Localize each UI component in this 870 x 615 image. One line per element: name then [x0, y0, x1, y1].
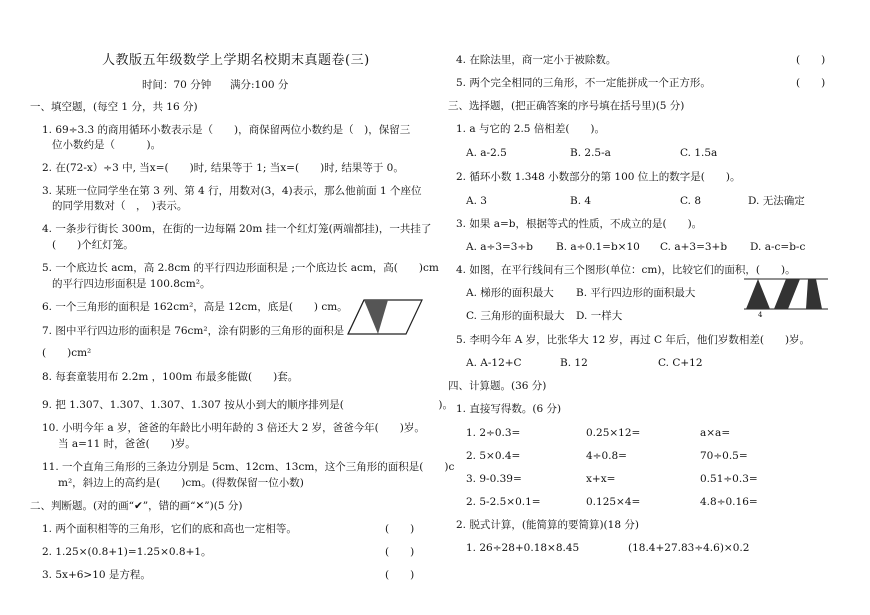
s1-q8: 8. 每套童装用布 2.2m ，100m 布最多能做( )套。 [42, 371, 299, 383]
parallelogram-shape [774, 279, 800, 309]
s2-q5: 5. 两个完全相同的三角形，不一定能拼成一个正方形。 [456, 77, 711, 89]
s4-sub1: 1. 直接写得数。(6 分) [456, 403, 562, 415]
section3-heading: 三、选择题，(把正确答案的序号填在括号里)(5 分) [448, 100, 685, 112]
s3-q4-opt-a: A. 梯形的面积最大 [466, 287, 554, 299]
s1-q11-line1: 11. 一个直角三角形的三条边分别是 5cm、12cm、13cm，这个三角形的面积是( )c [42, 461, 455, 473]
s3-q3-opt-d: D. a-c=b-c [750, 241, 806, 253]
s3-q4: 4. 如图，在平行线间有三个图形(单位：cm)，比较它们的面积，( )。 [456, 264, 796, 276]
exam-title: 人教版五年级数学上学期名校期末真题卷(三) [102, 53, 370, 68]
s3-q3: 3. 如果 a=b，根据等式的性质，不成立的是( )。 [456, 218, 703, 230]
s3-q5-opt-b: B. 12 [560, 357, 588, 369]
parallelogram-figure [360, 298, 426, 338]
s1-q5-line2: 的平行四边形面积是 100.8cm²。 [52, 278, 211, 290]
s1-q1-line2: 位小数约是（ )。 [52, 139, 162, 151]
s3-q4-opt-d: D. 一样大 [576, 310, 623, 322]
calc-cell: 0.51÷0.3= [700, 473, 758, 485]
s2-q3: 3. 5x+6>10 是方程。 [42, 569, 151, 581]
s1-q10-line2: 当 a=11 时，爸爸( )岁。 [58, 438, 196, 450]
s3-q5-opt-a: A. A-12+C [466, 357, 522, 369]
s1-q4-line1: 4. 一条步行街长 300m，在街的一边每隔 20m 挂一个红灯笼(两端都挂)，一共挂了 [42, 223, 432, 235]
s2-q1-paren: ( ) [385, 523, 415, 535]
calc-cell: 70÷0.5= [700, 450, 748, 462]
s3-q1-opt-b: B. 2.5-a [570, 147, 611, 159]
trapezoid-shape [806, 279, 822, 309]
s2-q1: 1. 两个面积相等的三角形，它们的底和高也一定相等。 [42, 523, 297, 535]
s1-q5-line1: 5. 一个底边长 acm，高 2.8cm 的平行四边形面积是 ;一个底边长 acm，高( )cm [42, 262, 439, 274]
s3-q2-opt-c: C. 8 [680, 195, 702, 207]
s2-q5-paren: ( ) [796, 77, 826, 89]
s1-q9: 9. 把 1.307、1.307、1.307、1.307 按从小到大的顺序排列是( )。 [42, 399, 453, 411]
triangle-shape [746, 279, 770, 309]
parallel-shapes-figure [744, 276, 828, 316]
s3-q2: 2. 循环小数 1.348 小数部分的第 100 位上的数字是( )。 [456, 171, 741, 183]
s1-q1-line1: 1. 69÷3.3 的商用循环小数表示是（ )，商保留两位小数约是（ )，保留三 [42, 124, 411, 136]
calc-cell: a×a= [700, 427, 731, 439]
exam-full-score: 满分:100 分 [230, 79, 289, 91]
s2-q2: 2. 1.25×(0.8+1)=1.25×0.8+1。 [42, 546, 212, 558]
s3-q4-opt-b: B. 平行四边形的面积最大 [576, 287, 696, 299]
s1-q4-line2: ( )个红灯笼。 [52, 239, 134, 251]
shaded-triangle [364, 300, 388, 334]
s2-q3-paren: ( ) [385, 569, 415, 581]
s3-q5-opt-c: C. C+12 [658, 357, 703, 369]
s3-q3-opt-b: B. a÷0.1=b×10 [556, 241, 640, 253]
s1-q3-line1: 3. 某班一位同学坐在第 3 列、第 4 行，用数对(3，4)表示，那么他前面 1 个座位 [42, 185, 422, 197]
s4-calc1: 1. 26÷28+0.18×8.45 [466, 542, 580, 554]
s3-q2-opt-a: A. 3 [466, 195, 487, 207]
section4-heading: 四、计算题。(36 分) [448, 380, 547, 392]
calc-cell: 0.125×4= [586, 496, 641, 508]
s1-q3-line2: 的同学用数对（ ， )表示。 [52, 200, 188, 212]
s1-q6: 6. 一个三角形的面积是 162cm²，高是 12cm，底是( ) cm。 [42, 301, 348, 313]
section1-heading: 一、填空题，(每空 1 分，共 16 分) [30, 101, 198, 113]
calc-cell: 2. 5×0.4= [466, 450, 521, 462]
calc-cell: 4÷0.8= [586, 450, 627, 462]
calc-cell: x+x= [586, 473, 616, 485]
s1-q11-line2: m²，斜边上的高约是( )cm。(得数保留一位小数) [58, 477, 304, 489]
s4-sub2: 2. 脱式计算，(能简算的要简算)(18 分) [456, 519, 639, 531]
s2-q4: 4. 在除法里，商一定小于被除数。 [456, 54, 617, 66]
s3-q2-opt-b: B. 4 [570, 195, 592, 207]
s2-q2-paren: ( ) [385, 546, 415, 558]
s3-q5: 5. 李明今年 A 岁，比张华大 12 岁，再过 C 年后，他们岁数相差( )岁。 [456, 334, 811, 346]
s3-q3-opt-a: A. a÷3=3÷b [466, 241, 533, 253]
exam-time: 时间：70 分钟 [142, 79, 212, 91]
calc-cell: 3. 9-0.39= [466, 473, 522, 485]
calc-cell: 2. 5-2.5×0.1= [466, 496, 541, 508]
s3-q1-opt-a: A. a-2.5 [466, 147, 507, 159]
s1-q7-line1: 7. 图中平行四边形的面积是 76cm²，涂有阴影的三角形的面积是 [42, 325, 345, 337]
section2-heading: 二、判断题。(对的画“✔”，错的画“✕”)(5 分) [30, 500, 243, 512]
s1-q2: 2. 在(72-x）÷3 中, 当x=( )时, 结果等于 1; 当x=( )时, 结果等于 0。 [42, 162, 404, 174]
figure-label: 4 [758, 311, 763, 319]
s3-q1: 1. a 与它的 2.5 倍相差( )。 [456, 123, 606, 135]
s3-q3-opt-c: C. a+3=3+b [660, 241, 728, 253]
s1-q10-line1: 10. 小明今年 a 岁，爸爸的年龄比小明年龄的 3 倍还大 2 岁，爸爸今年( )岁。 [42, 422, 425, 434]
s3-q1-opt-c: C. 1.5a [680, 147, 718, 159]
s3-q2-opt-d: D. 无法确定 [748, 195, 805, 207]
s3-q4-opt-c: C. 三角形的面积最大 [466, 310, 565, 322]
s1-q7-line2: ( )cm² [42, 347, 92, 359]
calc-cell: 0.25×12= [586, 427, 641, 439]
s2-q4-paren: ( ) [796, 54, 826, 66]
calc-cell: 4.8÷0.16= [700, 496, 758, 508]
s4-calc2: (18.4+27.83÷4.6)×0.2 [628, 542, 750, 554]
calc-cell: 1. 2÷0.3= [466, 427, 521, 439]
